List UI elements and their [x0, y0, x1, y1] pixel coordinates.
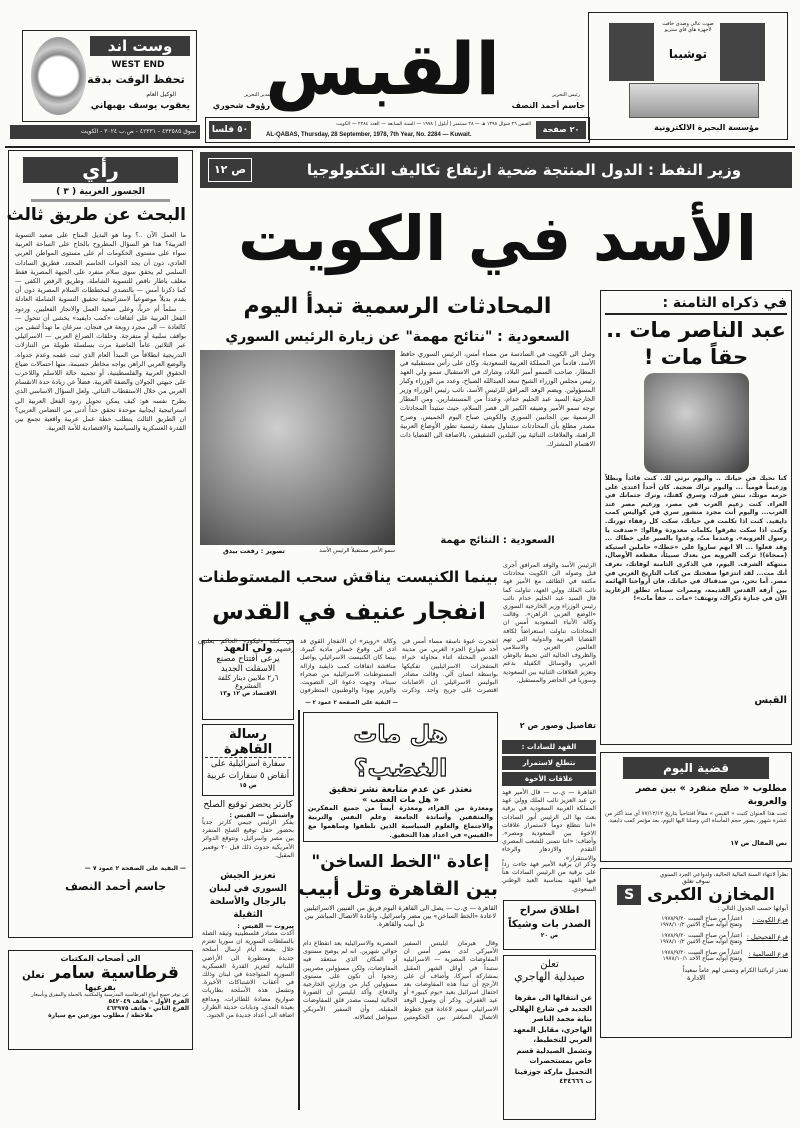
- sadat-pledge-line-1: الفهد للسادات :: [502, 740, 596, 754]
- date-bar: [205, 117, 590, 143]
- makhazen-apology: نعتذر لزبائننا الكرام ونتمنى لهم عاماً سعيداً: [682, 967, 788, 974]
- opinion-author: جاسم أحمد النصف: [65, 880, 166, 893]
- pharmacy-ad: [503, 955, 596, 1120]
- photo-caption: سمو الأمير مستقبلاً الرئيس الأسد: [319, 548, 395, 554]
- main-details: تفاصيل وصور ص ٢: [519, 721, 596, 730]
- opinion-body: ما العمل الآن ..؟ وما هو البديل المتاح على صعيد التسوية العربية؟ هذا هو السؤال المطروح بالحاح على الساحة العربية سواء على مستوى الحكومات أم على مستوى المواطن العربي العادي، دون أن يجد الجواب الحاسم المحدد. فطريق السادات السلمي لم يحقق سوى سلام منفرد على الجبهة المصرية فقط مغلف باطار ناقص للتسوية الشاملة. وطريق الرفض الكفى — كما ذكرنا أمس — بالتصدي لمخططات السلام المصرية دون أن يقدم بديلاً موضوعياً لاستراتيجية تحقيق التسوية الشاملة العادلة ... سلماً أم حرباً، وعلى صعيد العمل والانجاز الفعليين. وردود الفعل العربية على اتفاقات «كمب دايفيد» يخشى أن تتحول — كالعادة — الى مجرد زوبعة في فنجان، سرعان ما تهدأ لتبقى من بواقف سلبية أو متفرجة. وحلقات الصراع العربي — الاسرائيلي عبر الثلاثين عاماً الماضية مرت بسلسلة طويلة من التنازلات التدريجية انطلاقاً من المبدأ العام الذي ثبت عقمه وعدم جدواه. والوضع العربي الراهن يواجه مخاطر جسيمة، منها احتمالات ضياع الحقوق العربية والفلسطينية، أو تجميد حالة اللاسلم واللاحرب على جبهتي الجولان والضفة الغربية، فضلاً عن زيادة حدة الانقسام العربي من خلال الاستقطاب الثنائي. ولعل السؤال الاساسي الذي يطرح نفسه هو: كيف يمكن تحويل ردود الفعل العربية الى استراتيجية ايجابية موحدة تحقق حداً أدنى من التضامن العربي؟ ان الطريق الثالث يتطلب خطة عمل عربية واقعية تجمع بين القدرة العسكرية والسياسية والاقتصادية للأمة العربية.: [15, 231, 186, 433]
- opinion-continued: — البقية على الصفحة ٢ عمود ٧ —: [84, 865, 186, 872]
- speaker-left-image: [609, 23, 654, 81]
- column-divider: [298, 710, 300, 1110]
- pharmacy-name: صيدلية الهاجري: [514, 970, 585, 983]
- opinion-column: [8, 150, 193, 938]
- sadat-pledge-body-2: وذكر ان برقية الأمير فهد جاءت رداً على برقية من الرئيس السادات هنأ فيها الفهد بمناسبة العيد الوطني السعودي.: [502, 861, 596, 893]
- qirtasiya-line3: الفرع الثاني - هاتف ٤٦٣٩٧٥: [106, 1005, 189, 1012]
- hotline-title-2: بين القاهرة وتل أبيب: [298, 878, 498, 900]
- photo-credit: تصوير : رفعت بيدق: [222, 547, 285, 555]
- release-ref: ص ٢٠: [540, 932, 559, 939]
- newspaper-logo: القبس: [265, 27, 500, 111]
- main-article-continued: [503, 562, 596, 734]
- anger-box: [303, 712, 498, 842]
- syria-army-body: أكدت مصادر فلسطينية وثيقة الصلة بالسلطات السورية ان سوريا تعتزم خلال بضعة أيام ارسال أسلحة جديدة ومتطورة الى الأراضي اللبنانية لتعزيز القدرة العسكرية السورية المتواجدة في لبنان وذلك في أعقاب الاشتباكات الأخيرة. وتشمل هذه الأسلحة بطاريات صواريخ مضادة للطائرات، ومدافع بعيدة المدى، ودبابات حديثة الطراز، اضافة الى أعداد جديدة من الجنود.: [202, 930, 294, 1020]
- case-of-day-title: مطلوب « صلح منفرد » بين مصر والعروبة: [635, 783, 787, 807]
- cairo-letter-ref: ص ١٥: [239, 782, 257, 789]
- hotline-body: وقال هيرمان ايليتس السفير الأميركي لدى مصر أمس ان المفاوضات المصرية — الاسرائيلية ستبدأ في أوائل الشهر المقبل بمشاركة أميركا، وأضاف أن على الأرجح أن تبدأ هذه المفاوضات بعد احتفال اسرائيل بعيد «يوم كيبور» أو عيد الغفران. وذكر أن وصول الوفد الاسرائيلي سيتم لاعادة فتح خطوط الاتصال المباشر بين الحكومتين المصرية والاسرائيلية بعد انقطاع دام حوالي شهرين. انه لم يوضح مستوى أو المكان الذي ستعقد فيه المفاوضات، ولكن مسؤولين مصريين رجحوا أن تكون على مستوى مسؤولين كبار من وزارتي الخارجية والدفاع. وأكد ايليتس أن الصورة الحالية ليست مصدر قلق للمفاوضات المقبلة، وأن السفير الأمريكي سيواصل اتصالاته.: [303, 940, 498, 1021]
- knesset-headline-1: بينما الكنيست يناقش سحب المستوطنات: [198, 568, 498, 586]
- branch-dates: [660, 916, 742, 928]
- date-english: AL-QABAS, Thursday, 28 September, 1978, 7th Year, No. 2284 — Kuwait.: [266, 132, 472, 138]
- date-arabic: القبس ٢٦ شوال ١٣٩٨ هـ — ٢٨ سبتمبر ( أيلول ) ١٩٧٨ — السنة السابعة — العدد ٢٢٨٤ — الكويت: [336, 122, 531, 127]
- knesset-continued: — البقية على الصفحة ٢ عمود ٢ —: [305, 700, 398, 706]
- hotline-title-1: إعادة "الخط الساخن": [311, 852, 490, 872]
- makhazen-ad: [600, 868, 792, 1038]
- sadat-pledge-line-3: علاقات الأخوة: [502, 772, 596, 786]
- branch-close: اعتباراً من صباح السبت ١٩٧٨/٩/٣٠: [661, 916, 742, 922]
- pharmacy-text: عن انتقالها الى مقرها الجديد في شارع الهلالي بناية محمد الناصر الهاجري، مقابل المعهد العربي للتخطيط، وتشمل الصيدلية قسم خاص بمستحضرات التجميل ماركة جوزفينا: [509, 994, 592, 1076]
- sadat-pledge-body: القاهرة — ي.ب — قال الأمير فهد بن عبد العزيز نائب الملك وولي عهد المملكة العربية السعودية في برقية بعث بها الى الرئيس أنور السادات «اننا نتطلع دوماً لاستمرار علاقات الاخوة بين السعودية ومصر». وأضاف: «اننا نتمنى للشعب المصري التقدم والازدهار والرخاء والاستقرار».: [502, 789, 596, 862]
- branch-name: فرع السالمية :: [748, 950, 788, 958]
- watch-image: [31, 37, 86, 115]
- main-article: [400, 350, 595, 558]
- branch-open: وتفتح أبوابه صباح الأحد ١٩٧٨/١٠/١: [662, 956, 742, 962]
- crown-prince-box: [202, 640, 294, 720]
- assad-photo: [200, 350, 395, 545]
- case-of-day-ref: نص المقال ص ١٧: [730, 839, 787, 847]
- qirtasiya-sub: بفرعيها: [85, 983, 116, 992]
- main-subhead: المحادثات الرسمية تبدأ اليوم: [243, 294, 552, 319]
- westend-brand-ar: وست اند: [90, 36, 190, 56]
- managing-editor-label: مدير التحرير: [244, 92, 270, 98]
- banner-page-ref: ص ١٢: [208, 158, 252, 182]
- main-body: وصل الى الكويت في السادسة من مساء أمس، الرئيس السوري حافظ الأسد، قادماً من المملكة العربية السعودية. وكان على رأس مستقبليه في المطار، صاحب السمو أمير البلاد، وشارك في الاستقبال سمو ولي العهد رئيس مجلس الوزراء الشيخ سعد العبدالله الصباح، وعدد من الوزراء وكبار المسؤولين. ويضم الوفد المرافق للرئيس الأسد، نائب رئيس الوزراء وزير الخارجية السيد عبد الحليم خدام، وعدداً من المستشارين. ومن المطار توجه سمو الأمير وضيفه الكبير الى قصر السلام، حيث ستبدأ المحادثات الرسمية بين الجانبين السوري والكويتي صباح اليوم الخميس. وصرح مصدر مطلع بأن المحادثات ستتناول بصفة رئيسية تطور الأوضاع العربية الراهنة، والعلاقات الثنائية بين البلدين الشقيقين، بالاضافة الى القضايا ذات الاهتمام المشترك.: [400, 350, 595, 448]
- branch-dates: [660, 933, 742, 945]
- westend-footer: سوق ٤٣٣٥٨٥ - ٤٢٣٣١ - ص.ب ٣٠٢٤ - الكويت: [10, 125, 200, 139]
- banner-text: وزير النفط : الدول المنتجة ضحية ارتفاع تكاليف التكنولوجيا: [306, 161, 742, 179]
- carter-dateline: واشنطن — القبس :: [229, 811, 294, 819]
- makhazen-branch: [604, 916, 788, 928]
- price-badge: ٥٠ فلسا: [209, 121, 251, 139]
- westend-slogan: تحفظ الوقت بدقة: [87, 73, 185, 86]
- opinion-title: البحث عن طريق ثالث: [6, 205, 186, 225]
- crown-prince-ref: الاقتصاد ص ١٢ و١٣: [219, 690, 277, 697]
- crown-prince-title: ولي العهد: [223, 643, 273, 654]
- westend-brand-en: WEST END: [111, 60, 165, 70]
- makhazen-will-close: سوف تغلق: [682, 878, 710, 885]
- opinion-label: رأي: [23, 157, 178, 183]
- managing-editor: رؤوف شحوري: [212, 101, 270, 110]
- makhazen-logo-icon: S: [617, 885, 641, 905]
- qirtasiya-line2: الفرع الأول - هاتف ٥٤٢٠٤٩: [108, 998, 189, 1005]
- pharmacy-phone: ت ٤٣٤٦٦٦: [559, 1077, 592, 1085]
- makhazen-signature: الادارة: [686, 974, 706, 982]
- knesset-headline-2: انفجار عنيف في القدس: [212, 599, 486, 625]
- branch-close: اعتباراً من صباح السبت ١٩٧٨/٩/٣٠: [661, 933, 742, 939]
- main-headline: الأسد في الكويت: [237, 202, 758, 275]
- nasser-title: عبد الناصر مات .. حقاً مات !: [606, 318, 786, 369]
- carter-title: كارتر يحضر توقيع الصلح: [203, 800, 293, 810]
- makhazen-branch: [604, 933, 788, 945]
- branch-open: وتفتح أبوابه صباح الاثنين ١٩٧٨/١٠/٢: [659, 939, 742, 945]
- westend-agent-label: الوكيل العام: [146, 91, 176, 98]
- masthead-rule: [5, 146, 795, 148]
- cairo-letter-text: سفارة اسرائيلية على أنقاض ٥ سفارات عربية: [206, 759, 290, 781]
- crown-prince-text: يرعى افتتاح مصنع الاسفلت الجديد: [216, 654, 280, 674]
- nasser-signature: القبس: [754, 695, 787, 706]
- anger-title: هل مات الغضب؟: [353, 720, 448, 782]
- pharmacy-announce: تعلن: [540, 959, 559, 970]
- qirtasiya-to: الى أصحاب المكتبات: [60, 954, 141, 963]
- toshiba-tagline: صوت عالي وصدى خافت لأجهزة هاي فاي ستريو: [662, 21, 714, 33]
- qirtasiya-name: قرطاسية سامر: [50, 963, 179, 983]
- sadat-pledge-line-2: نتطلع لاستمرار: [502, 756, 596, 770]
- cairo-letter-box: [202, 724, 294, 796]
- qirtasiya-line1: عن توفر جميع أنواع القرطاسية المدرسية والمكتبية بالجملة والمفرق وبأسعار: [31, 992, 189, 998]
- nasser-kicker: في ذكراه الثامنة :: [605, 295, 787, 315]
- turntable-image: [629, 83, 759, 118]
- case-of-day-body: تحت هذا العنوان كتبت « القبس » مقالاً افتتاحياً بتاريخ ٧٧/١٢/١٢ أي منذ أكثر من عشرة شهور، يصور حجم المأساة التي وصلنا اليها اليوم، بعد مؤتمر كمب دايفيد.: [605, 811, 787, 824]
- speaker-right-image: [720, 23, 765, 81]
- makhazen-name: المخازن الكبرى: [647, 885, 775, 905]
- crown-prince-cost: ٦ر٢ ملايين دينار كلفة المشروع: [217, 674, 279, 690]
- main-deck: السعودية : "نتائج مهمة" عن زيارة الرئيس السوري: [225, 329, 570, 345]
- carter-article: [202, 800, 295, 859]
- nasser-photo: [644, 373, 749, 473]
- release-box: [503, 900, 596, 950]
- qirtasiya-note: ملاحظة / مطلوب موزعين مع سيارة: [48, 1012, 153, 1019]
- branch-name: فرع الكويت :: [752, 916, 788, 924]
- pages-badge: ٢٠ صفحة: [536, 121, 586, 139]
- syria-army-dateline: بيروت — القبس :: [237, 922, 294, 930]
- opinion-series: الجسور العربية ( ٣ ): [56, 187, 145, 197]
- qirtasiya-announce: تعلن: [22, 970, 45, 981]
- makhazen-subtitle: أبوابها حسب الجدول التالي :: [717, 905, 788, 912]
- syria-army-title: تعزيز الجيش السوري في لبنان بالرجال والأسلحة الثقيلة: [209, 871, 287, 920]
- main-sub-section: السعودية : النتائج مهمة: [440, 535, 555, 546]
- syria-army-article: [202, 870, 294, 1125]
- release-text: اطلاق سراح الصدر بات وشيكاً: [508, 905, 591, 930]
- anger-apology: نعتذر عن عدم متابعة نشر تحقيق: [328, 785, 473, 795]
- nasser-box: [600, 290, 792, 745]
- anger-quote: « هل مات الغضب »: [362, 795, 439, 804]
- anger-body: ومعذرة من القراء، ومعذرة أيضاً من جميع المفكرين والمثقفين وأساتذة الجامعة وعلم النفس والتربية والاجتماع والعلوم السياسية الذين تلطفوا وساهموا مع «القبس» في اعداد هذا التحقيق.: [308, 804, 493, 839]
- westend-ad: [22, 30, 197, 122]
- case-of-day-label: قضية اليوم: [623, 757, 769, 779]
- toshiba-dealer: مؤسسة البحيرة الالكترونية: [654, 123, 759, 132]
- toshiba-ad: [588, 12, 788, 140]
- carter-body: يفكر الرئيس جيمي كارتر جدياً بحضور حفل توقيع الصلح المنفرد بين مصر واسرائيل، وتتوقع الدوائر الأمريكية حدوث ذلك قبل ٢٠ نوفمبر المقبل.: [202, 819, 295, 859]
- toshiba-brand: توشيبا: [668, 47, 708, 61]
- hotline-lead: القاهرة — ي.ب — يصل الى القاهرة اليوم فريق من الفنيين الاسرائيليين لاعادة «الخط الساخن» بين مصر واسرائيل، واعادة الاتصال المباشر بين تل أبيب والقاهرة.: [303, 904, 498, 929]
- editor-in-chief: جاسم أحمد النصف: [511, 101, 585, 110]
- qirtasiya-ad: [8, 950, 193, 1050]
- makhazen-intro: نظراً لانتهاء السنة المالية الحالية، ولدواعي الجرد السنوي: [660, 872, 788, 878]
- top-banner: [200, 152, 792, 188]
- cairo-letter-title: رسالة القاهرة: [205, 727, 291, 758]
- westend-agent: يعقوب يوسف بهبهاني: [90, 101, 190, 111]
- branch-dates: [661, 950, 742, 962]
- sadat-pledge: [502, 740, 596, 896]
- knesset-body: انفجرت عبوة ناسفة مساء أمس في أحد شوارع الجزء الغربي من مدينة القدس المحتلة اثناء محاولة خبراء المتفجرات الاسرائيليين تفكيكها بواسطة انسان آلي. وقالت مصادر البوليس الاسرائيلي ان الاصابات اقتصرت على جريح واحد. وذكرت وكالة «رويتر» ان الانفجار القوي قد ادى الى وقوع خسائر مادية كبيرة. بينما كان الكنيست الاسرائيلي يواصل مناقشة اتفاقات كمب دايفيد وازالة المستوطنات الاسرائيلية من صحراء سيناء، وجهت دعوة الى التصويت. والوزير يهودا والوطنيون المتطرفون في كتلة «ليكود» الحاكم يعلنون رفضهم.: [198, 638, 498, 695]
- branch-close: اعتباراً من صباح السبت ١٩٧٨/٩/٣٠: [661, 950, 742, 956]
- branch-open: وتفتح أبوابه صباح الاثنين ١٩٧٨/١٠/٢: [659, 922, 742, 928]
- editor-in-chief-label: رئيس التحرير: [552, 92, 580, 98]
- branch-name: فرع الفحيحيل :: [746, 933, 788, 941]
- case-of-day-box: [600, 752, 792, 862]
- makhazen-branch: [604, 950, 788, 962]
- main-body-2: الرئيس الأسد والوفد المرافق أجرى قبل وصوله الى الكويت محادثات مكثفة في الطائف مع الأمير فهد نائب الملك وولي العهد، تناولت كما قال السيد عبد الحليم خدام نائب رئيس الوزراء وزير الخارجية السوري «الوضع العربي الراهن». وقالت وكالة الأنباء السعودية أمس ان المحادثات تناولت استعراضاً لكافة القضايا العربية والدولية التي تهم العالمين العربي والاسلامي والظروف الحالية التي تحيط بالوطن العربي والوسائل الكفيلة بدعم وتعزيز العلاقات الثنائية بين السعودية وسوريا في الحاضر والمستقبل.: [503, 562, 596, 684]
- nasser-body: كنا نحبك في حياتك .. واليوم نرثي لك. كنت قائداً وبطلاً وزعيماً قومياً ... واليوم نراك ضحية. كان أحداً اعتدى على حرمة موتك، نبش قبرك، وسرق كفنك، وترك جثمانك في العراء. كنت زعيم العرب في مصر، وزعيم مصر عند العرب... واليوم أنت مجرد منشور سري في كواليس كمب دايفيد. كنت اذا تكلمت في حياتك، سكت كل رفقاء ثورتك. وكنت اذا سكت تفرقوا بكلمات معدودة وقالوا: «صدقت يا رسول العروبة». وعندما متّ، وعدوا بالسير على خطاك ... وقد فعلوا ... الا انهم ساروا على «خطك» حاملين استيكة (ممحاة)! تركت العروبة من بعدك سبيئاً، مقطعة الأوصال، منتهكة الشرف. اليوم، في الذكرى الثامنة لوفاتك، نعرف أنك مت... لقد انتزعوا صفحتك من كتاب التاريخ العربي في مصر. أما نحن، من صدقناك في حياتك، فان أرواحنا الهائمة بين أزقة القدس القديمة، وممرات سيناء، تطلق الزغاريد الآن في جنازة ذكراك، وتهتف: «مات .. حقاً مات»!: [605, 475, 787, 603]
